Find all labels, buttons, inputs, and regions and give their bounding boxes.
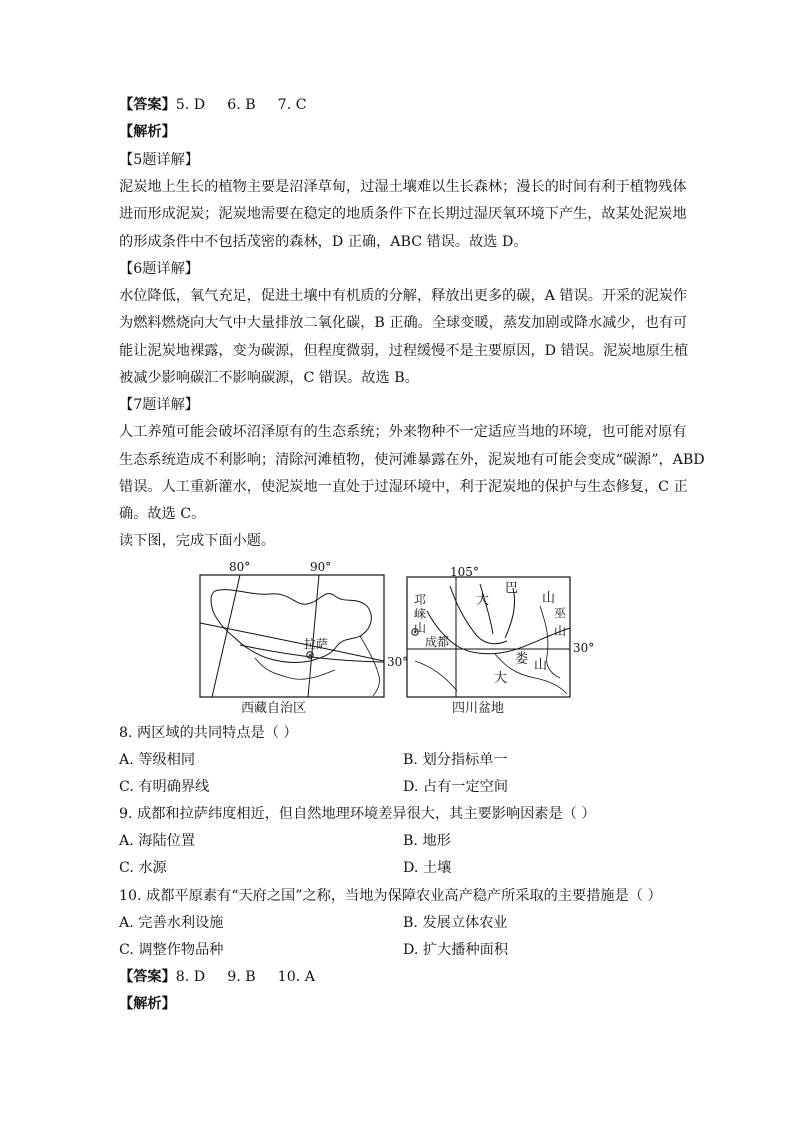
tibet-longitude-90: 90° [310,560,332,574]
label-ba: 巴 [505,581,519,596]
q5-heading: 【5题详解】 [119,152,199,168]
mountain-char: 崃 [414,607,427,621]
maps-figure [195,560,595,718]
q7-text-line: 确。故选 C。 [119,506,206,522]
label-shan: 山 [534,658,548,673]
mountain-char: 山 [414,621,427,635]
answer-6: 6. B [227,97,256,113]
q10-stem: 10. 成都平原素有“天府之国”之称，当地为保障农业高产稳产所采取的主要措施是（ ） [119,888,662,904]
q8-stem: 8. 两区域的共同特点是（ ） [119,725,298,741]
answer-line-5-7 [119,95,307,115]
q8-option-b: B. 划分指标单一 [403,752,508,768]
answer-9: 9. B [227,969,256,985]
q5-text-line: 进而形成泥炭；泥炭地需要在稳定的地质条件下在长期过湿厌氧环境下产生，故某处泥炭地 [119,206,687,222]
label-shan: 山 [554,624,567,638]
q10-option-b: B. 发展立体农业 [403,915,508,931]
tibet-latitude-30: 30° [387,655,409,669]
sichuan-longitude-105: 105° [450,565,479,579]
analysis-label: 【解析】 [119,124,176,140]
sichuan-city-chengdu: 成都 [425,635,450,649]
sichuan-caption: 四川盆地 [452,701,505,716]
q7-text-line: 错误。人工重新灌水，使泥炭地一直处于过湿环境中，利于泥炭地的保护与生态修复，C 正 [119,479,688,495]
analysis-label: 【解析】 [119,996,176,1012]
q5-text-line: 的形成条件中不包括茂密的森林，D 正确，ABC 错误。故选 D。 [119,234,528,250]
q9-option-c: C. 水源 [119,860,167,876]
tibet-city-lhasa: 拉萨 [304,637,329,651]
answer-10: 10. A [277,969,315,985]
q8-option-c: C. 有明确界线 [119,779,210,795]
q6-text-line: 被减少影响碳汇不影响碳源，C 错误。故选 B。 [119,370,419,386]
q9-option-d: D. 土壤 [403,860,452,876]
q7-text-line: 生态系统造成不利影响；清除河滩植物，使河滩暴露在外，泥炭地有可能会变成“碳源”，ABD [119,452,705,468]
answer-label: 【答案】 [119,969,176,985]
q10-option-d: D. 扩大播种面积 [403,942,509,958]
q8-option-a: A. 等级相同 [119,752,196,768]
label-wu: 巫 [554,606,567,620]
answer-5: 5. D [175,97,206,113]
q8-option-d: D. 占有一定空间 [403,779,509,795]
q9-stem: 9. 成都和拉萨纬度相近，但自然地理环境差异很大，其主要影响因素是（ ） [119,806,596,822]
q9-option-a: A. 海陆位置 [119,833,196,849]
label-lou: 娄 [515,652,529,667]
answer-8: 8. D [175,969,206,985]
answer-label: 【答案】 [119,97,176,113]
q9-option-b: B. 地形 [403,833,451,849]
mountain-char: 邛 [414,593,427,607]
label-da: 大 [494,671,508,686]
q7-heading: 【7题详解】 [119,397,199,413]
tibet-caption: 西藏自治区 [241,701,307,716]
q5-text-line: 泥炭地上生长的植物主要是沼泽草甸，过湿土壤难以生长森林；漫长的时间有利于植物残体 [119,179,687,195]
q6-text-line: 能让泥炭地裸露，变为碳源，但程度微弱，过程缓慢不是主要原因，D 错误。泥炭地原生植 [119,343,689,359]
q10-option-c: C. 调整作物品种 [119,942,224,958]
label-da: 大 [476,593,490,608]
read-figure-prompt: 读下图，完成下面小题。 [119,533,276,549]
q6-text-line: 水位降低，氧气充足，促进土壤中有机质的分解，释放出更多的碳，A 错误。开采的泥炭作 [119,288,688,304]
q6-text-line: 为燃料燃烧向大气中大量排放二氧化碳，B 正确。全球变暖，蒸发加剧或降水减少，也有可 [119,315,688,331]
sichuan-map [407,565,594,716]
q10-option-a: A. 完善水利设施 [119,915,224,931]
q7-text-line: 人工养殖可能会破坏沼泽原有的生态系统；外来物种不一定适应当地的环境，也可能对原有 [119,424,687,440]
tibet-map [200,560,408,716]
label-shan: 山 [542,591,556,606]
sichuan-latitude-30: 30° [573,641,595,655]
answer-7: 7. C [277,97,307,113]
answer-line-8-10 [119,967,315,987]
tibet-longitude-80: 80° [229,560,251,574]
q6-heading: 【6题详解】 [119,261,199,277]
